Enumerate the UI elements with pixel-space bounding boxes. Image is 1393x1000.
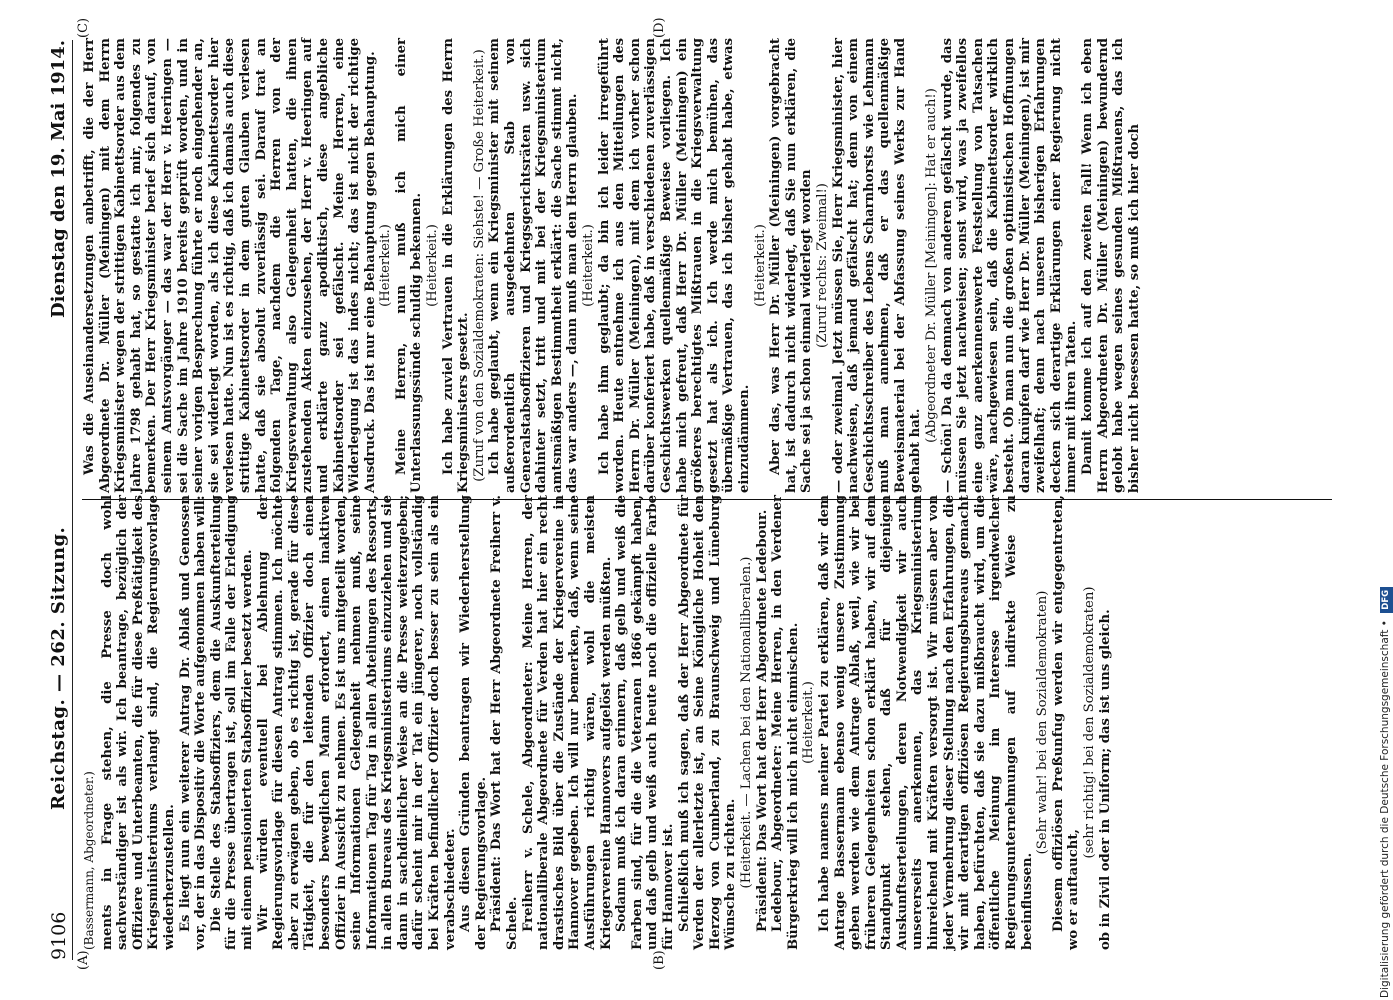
running-head xyxy=(42,40,73,960)
speech-paragraph: Was die Auseinandersetzungen anbetrifft, die der Herr Abgeordnete Dr. Müller (Meiningen) mit dem Herrn Kriegsminister wegen der strittigen Kabinettsorder aus dem Jahre 1798 gehabt hat, so gestatte ich mir, folgendes zu bemerken. Der Herr Kriegsminister berief sich darauf, von seinem Amtsvorgänger — das war der Herr v. Heeringen — sei die Sache im Jahre 1910 bereits geprüft worden, und in seiner vorigen Besprechung führte er noch eingehender an, sie sei widerlegt worden, als ich diese Kabinettsorder hier verlesen hatte. Nun ist es richtig, daß ich damals auch diese strittige Kabinettsorder in dem guten Glauben verlesen hatte, daß sie absolut zuverlässig sei. Darauf trat an folgenden Tage, nachdem die Herren von der Kriegsverwaltung also Gelegenheit hatten, die ihnen zustehenden Akten einzusehen, der Herr v. Heeringen auf und erklärte ganz apodiktisch, diese angebliche Kabinettsorder sei gefälscht. Meine Herren, eine Widerlegung ist das indes nicht; das ist nicht der richtige Ausdruck. Das ist nur eine Behauptung gegen Behauptung. xyxy=(82,38,378,493)
session-date: Dienstag den 19. Mai 1914. xyxy=(48,40,69,318)
left-column xyxy=(82,495,1113,950)
speech-paragraph: Ich habe namens meiner Partei zu erklären, daß wir dem Antrage Bassermann ebenso wenig unsere Zustimmung geben werden wie dem Antrage Ablaß, weil, wie wir bei früheren Gelegenheiten schon erklärt haben, wir auf dem Standpunkt stehen, daß für diejenigen Auskunftserteilungen, deren Notwendigkeit wir auch unsererseits anerkennen, das Kriegsministerium hinreichend mit Kräften versorgt ist. Wir müssen aber von jeder Vermehrung dieser Stellung nach den Erfahrungen, die wir mit derartigen offiziösen Regierungsbureaus gemacht haben, befürchten, daß sie dazu mißbraucht wird, um die öffentliche Meinung im Interesse irgendwelcher Regierungsunternehmungen auf indirekte Weise zu beeinflussen. xyxy=(816,495,1035,950)
speech-paragraph: Ledebour, Abgeordneter: Meine Herren, in den Verdener Bürgerkrieg will ich mich nicht einmischen. xyxy=(770,495,801,950)
paragraph: Aus diesen Gründen beantragen wir Wiederherstellung der Regierungsvorlage. xyxy=(458,495,489,950)
interjection: (Heiterkeit. — Lachen bei den Nationalliberalen.) xyxy=(738,556,754,889)
speech-paragraph: Schließlich muß ich sagen, daß der Herr Abgeordnete für Verden der allerletzte ist, an Seine Königliche Hoheit den Herzog von Cumberland, zu Braunschweig und Lüneburg Wünsche zu richten. xyxy=(676,495,739,950)
interjection: (sehr richtig! bei den Sozialdemokraten) xyxy=(1082,586,1097,859)
interjection: (Sehr wahr! bei den Sozialdemokraten) xyxy=(1035,590,1051,855)
speech-paragraph: Freiherr v. Schele, Abgeordneter: Meine Herren, der nationalliberale Abgeordnete für Verden hat hier ein recht drastisches Bild über die Zustände der Kriegervereine in Hannover gegeben. Ich will nur bemerken, daß, wenn seine Ausführungen richtig wären, wohl die meisten Kriegervereine Hannovers aufgelöst werden müßten. xyxy=(520,495,614,950)
quoted-motion: Die Stelle des Stabsoffiziers, dem die Auskunfterteilung für die Presse übertragen ist, soll im Falle der Erledigung mit einem pensionierten Stabsoffizier besetzt werden. xyxy=(208,495,255,950)
speech-paragraph: Aber das, was Herr Dr. Müller (Meiningen) vorgebracht hat, ist dadurch nicht widerlegt, daß Sie nun erklären, die Sache sei ja schon einmal widerlegt worden xyxy=(768,38,815,493)
speech-paragraph: — oder zweimal. Jetzt müssen Sie, Herr Kriegsminister, hier nachweisen, daß jemand gefälscht hat; denn von einem Geschichtsschreiber des Lebens Scharnhorsts wie Lehmann muß man annehmen, daß er das quellenmäßige Beweismaterial bei der Abfassung seines Werks zur Hand gehabt hat. xyxy=(830,38,924,493)
speech-paragraph: Ich habe geglaubt, wenn ein Kriegsminister mit seinem außerordentlich ausgedehnten Stab von Generalstabsoffizieren und Kriegsgerichtsräten usw. sich dahinter setzt, tritt und mit bei der Kriegsministerium amtsmäßigen Bestimmtheit erklärt: die Sache stimmt nicht, das war anders —, dann muß man den Herrn glauben. xyxy=(487,38,581,493)
interjection: (Heiterkeit.) xyxy=(581,224,596,307)
speech-paragraph: Sodann muß ich daran erinnern, daß gelb und weiß die Farben sind, für die die Veteranen 1866 gekämpft haben, und daß gelb und weiß auch heute noch die offizielle Farbe für Hannover ist. xyxy=(614,495,676,950)
interjection: (Heiterkeit.) xyxy=(752,224,768,307)
rotated-page xyxy=(12,0,1352,1000)
interjection: (Abgeordneter Dr. Müller [Meiningen]: Hat er auch!) xyxy=(924,88,940,443)
speech-paragraph: Damit komme ich auf den zweiten Fall! Wenn ich eben Herrn Abgeordneten Dr. Müller (Meiningen) bewundernd gelobt habe wegen seines gesunden Mißtrauens, das ich bisher nicht besessen hatte, so muß ich hier doch xyxy=(1080,38,1142,493)
column-speaker-header: (Bassermann, Abgeordneter.) xyxy=(82,771,96,950)
digitization-credit xyxy=(1362,8,1391,998)
president-statement: Präsident: Das Wort hat der Herr Abgeordnete Ledebour. xyxy=(754,509,770,932)
margin-marker-d: (D) xyxy=(652,17,667,38)
margin-marker-a: (A) xyxy=(76,950,91,970)
margin-marker-c: (C) xyxy=(76,17,91,38)
page-number: 9106 xyxy=(48,911,70,960)
president-statement: Präsident: Das Wort hat der Herr Abgeordnete Freiherr v. Schele. xyxy=(489,495,521,950)
column-divider xyxy=(82,499,1332,500)
interjection: (Heiterkeit.) xyxy=(425,224,441,307)
interjection: (Heiterkeit.) xyxy=(801,681,817,764)
interjection: (Zuruf von den Sozialdemokraten: Siehste! — Große Heiterkeit.) xyxy=(471,49,487,482)
interjection: (Heiterkeit.) xyxy=(378,224,394,307)
margin-marker-b: (B) xyxy=(652,950,667,970)
speech-paragraph: Ich habe zuviel Vertrauen in die Erklärungen des Herrn Kriegsministers gesetzt. xyxy=(440,38,472,493)
session-title: Reichstag. — 262. Sitzung. xyxy=(48,526,69,810)
speech-paragraph: — Schön! Da da demnach von anderen gefälscht wurde, das müssen Sie jetzt nachweisen; sonst wird, was ja zweifellos eine ganz anerkennenswerte Feststellung von Tatsachen wäre, nachgewiesen sein, daß die Kabinettsorder wirklich besteht. Ob man nun die großen optimistischen Hoffnungen daran knüpfen darf wie Herr Dr. Müller (Meiningen), ist mir zweifelhaft; denn nach unseren bisherigen Erfahrungen decken sich derartige Erklärungen einer Regierung nicht immer mit ihren Taten. xyxy=(939,38,1080,493)
speech-paragraph: Diesem offiziösen Preßunfug werden wir entgegentreten, wo er auftaucht, xyxy=(1050,495,1082,950)
speech-paragraph: ob in Zivil oder in Uniform; das ist uns gleich. xyxy=(1097,609,1113,950)
dfg-logo-badge: DFG xyxy=(1380,587,1393,613)
paragraph: Wir würden eventuell bei Ablehnung der Regierungsvorlage für diesen Antrag stimmen. Ich möchte aber zu erwägen geben, ob es richtig ist, gerade für diese Tätigkeit, die für den leitenden Offizier doch einen besonders beweglichen Mann erfordert, einen inaktiven Offizier in Aussicht zu nehmen. Es ist uns mitgeteilt worden, seine Informationen Gelegenheit nehmen muß, seine Informationen Tag für Tag in allen Abteilungen des Ressorts, in allen Bureaus des Kriegsministeriums einzuziehen und sie dann in sachdienlicher Weise an die Presse weiterzugeben; dafür scheint mir in der Tat ein jüngerer, noch vollständig bei Kräften befindlicher Offizier doch besser zu sein als ein verabschiedeter. xyxy=(255,495,458,950)
interjection: (Zuruf rechts: Zweimal!) xyxy=(814,183,830,348)
credit-line: Digitalisierung gefördert durch die Deutsche Forschungsgemeinschaft • xyxy=(1379,620,1391,998)
speech-paragraph: Ich habe ihm geglaubt; da bin ich leider irregeführt worden. Heute entnehme ich aus den Mitteilungen des Herrn Dr. Müller (Meiningen), mit dem ich vorher schon darüber konferiert habe, daß in verschiedenen zuverlässigen Geschichtswerken quellenmäßige Beweise vorliegen. Ich habe mich gefreut, daß Herr Dr. Müller (Meiningen) ein größeres berechtigtes Mißtrauen in die Kriegsverwaltung gesetzt hat als ich. Ich werde mich bemühen, das übermäßige Vertrauen, das ich bisher gehabt habe, etwas einzudämmen. xyxy=(596,38,752,493)
speech-paragraph: Meine Herren, nun muß ich mich einer Unterlassungssünde schuldig bekennen. xyxy=(393,38,425,493)
paragraph: Es liegt nun ein weiterer Antrag Dr. Ablaß und Genossen vor, der in das Dispositiv die Worte aufgenommen haben will: xyxy=(177,495,209,950)
right-column xyxy=(82,38,1142,493)
paragraph: ments in Frage stehen, die Presse doch wohl sachverständiger ist als wir. Ich beantrage, bezüglich der Offiziere und Unterbeamten, die für diese Preßtätigkeit des Kriegsministeriums verlangt sind, die Regierungsvorlage wiederherzustellen. xyxy=(99,495,177,950)
